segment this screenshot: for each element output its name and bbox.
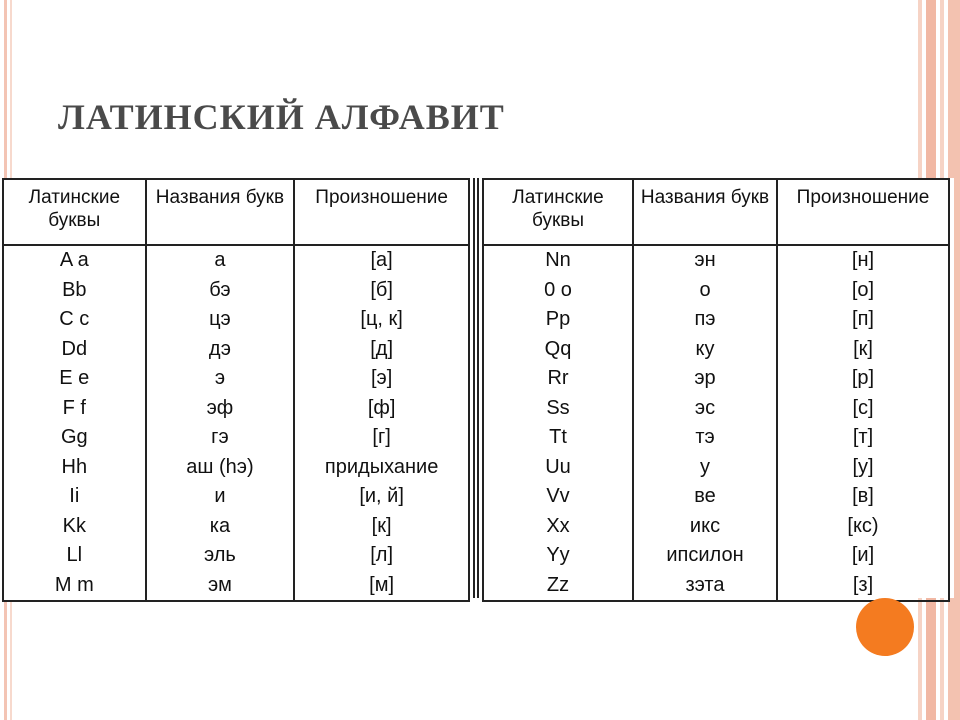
name-cell: аш (hэ) bbox=[146, 453, 295, 483]
name-cell: гэ bbox=[146, 423, 295, 453]
pronunciation-cell: [р] bbox=[777, 364, 949, 394]
letter-cell: Ll bbox=[3, 541, 146, 571]
name-cell: тэ bbox=[633, 423, 777, 453]
table-row bbox=[483, 394, 949, 424]
pronunciation-cell: [и] bbox=[777, 541, 949, 571]
header-latin-letters: Латинские буквы bbox=[483, 179, 633, 245]
header-pronunciation: Произношение bbox=[294, 179, 469, 245]
pronunciation-cell: [ф] bbox=[294, 394, 469, 424]
name-cell: цэ bbox=[146, 305, 295, 335]
letter-cell: F f bbox=[3, 394, 146, 424]
pronunciation-cell: [н] bbox=[777, 245, 949, 276]
letter-cell: Zz bbox=[483, 571, 633, 602]
name-cell: и bbox=[146, 482, 295, 512]
letter-cell: Uu bbox=[483, 453, 633, 483]
letter-cell: Nn bbox=[483, 245, 633, 276]
table-row bbox=[483, 423, 949, 453]
slide-title: ЛАТИНСКИЙ АЛФАВИТ bbox=[58, 97, 505, 137]
name-cell: зэта bbox=[633, 571, 777, 602]
name-cell: ку bbox=[633, 335, 777, 365]
pronunciation-cell: [э] bbox=[294, 364, 469, 394]
name-cell: пэ bbox=[633, 305, 777, 335]
alphabet-table-right bbox=[482, 178, 950, 602]
pronunciation-cell: [и, й] bbox=[294, 482, 469, 512]
pronunciation-cell: [п] bbox=[777, 305, 949, 335]
table-row bbox=[3, 305, 469, 335]
letter-cell: Dd bbox=[3, 335, 146, 365]
pronunciation-cell: [д] bbox=[294, 335, 469, 365]
pronunciation-cell: [кс) bbox=[777, 512, 949, 542]
left-border-stripe bbox=[4, 0, 7, 180]
name-cell: эф bbox=[146, 394, 295, 424]
table-row bbox=[483, 364, 949, 394]
pronunciation-cell: [к] bbox=[294, 512, 469, 542]
letter-cell: M m bbox=[3, 571, 146, 602]
name-cell: эн bbox=[633, 245, 777, 276]
name-cell: дэ bbox=[146, 335, 295, 365]
header-latin-letters: Латинские буквы bbox=[3, 179, 146, 245]
name-cell: эль bbox=[146, 541, 295, 571]
table-row bbox=[3, 245, 469, 276]
name-cell: у bbox=[633, 453, 777, 483]
alphabet-tables bbox=[2, 178, 954, 598]
letter-cell: A a bbox=[3, 245, 146, 276]
pronunciation-cell: [л] bbox=[294, 541, 469, 571]
pronunciation-cell: [в] bbox=[777, 482, 949, 512]
left-border-stripe bbox=[4, 600, 7, 720]
header-letter-names: Названия букв bbox=[146, 179, 295, 245]
pronunciation-cell: придыхание bbox=[294, 453, 469, 483]
table-row bbox=[3, 541, 469, 571]
name-cell: эс bbox=[633, 394, 777, 424]
table-row bbox=[3, 453, 469, 483]
letter-cell: Gg bbox=[3, 423, 146, 453]
letter-cell: Hh bbox=[3, 453, 146, 483]
letter-cell: Kk bbox=[3, 512, 146, 542]
letter-cell: Qq bbox=[483, 335, 633, 365]
name-cell: эм bbox=[146, 571, 295, 602]
pronunciation-cell: [о] bbox=[777, 276, 949, 306]
letter-cell: Ii bbox=[3, 482, 146, 512]
alphabet-table-left bbox=[2, 178, 470, 602]
pronunciation-cell: [ц, к] bbox=[294, 305, 469, 335]
name-cell: а bbox=[146, 245, 295, 276]
name-cell: о bbox=[633, 276, 777, 306]
decorative-orange-circle bbox=[856, 598, 914, 656]
letter-cell: Pp bbox=[483, 305, 633, 335]
table-row bbox=[483, 512, 949, 542]
table-row bbox=[483, 335, 949, 365]
letter-cell: Bb bbox=[3, 276, 146, 306]
table-row bbox=[483, 245, 949, 276]
table-row bbox=[483, 453, 949, 483]
table-row bbox=[483, 276, 949, 306]
pronunciation-cell: [с] bbox=[777, 394, 949, 424]
table-row bbox=[3, 512, 469, 542]
name-cell: ипсилон bbox=[633, 541, 777, 571]
table-row bbox=[3, 394, 469, 424]
table-row bbox=[3, 276, 469, 306]
table-row bbox=[3, 482, 469, 512]
letter-cell: 0 o bbox=[483, 276, 633, 306]
letter-cell: Xx bbox=[483, 512, 633, 542]
name-cell: ве bbox=[633, 482, 777, 512]
table-row bbox=[483, 571, 949, 602]
name-cell: икс bbox=[633, 512, 777, 542]
pronunciation-cell: [м] bbox=[294, 571, 469, 602]
letter-cell: E e bbox=[3, 364, 146, 394]
table-header-row bbox=[483, 179, 949, 245]
table-row bbox=[3, 335, 469, 365]
name-cell: э bbox=[146, 364, 295, 394]
table-row bbox=[3, 571, 469, 602]
pronunciation-cell: [б] bbox=[294, 276, 469, 306]
letter-cell: Yy bbox=[483, 541, 633, 571]
table-header-row bbox=[3, 179, 469, 245]
table-divider bbox=[473, 178, 479, 598]
pronunciation-cell: [у] bbox=[777, 453, 949, 483]
letter-cell: Rr bbox=[483, 364, 633, 394]
pronunciation-cell: [г] bbox=[294, 423, 469, 453]
table-row bbox=[483, 305, 949, 335]
pronunciation-cell: [к] bbox=[777, 335, 949, 365]
name-cell: ка bbox=[146, 512, 295, 542]
letter-cell: Vv bbox=[483, 482, 633, 512]
header-pronunciation: Произношение bbox=[777, 179, 949, 245]
pronunciation-cell: [т] bbox=[777, 423, 949, 453]
letter-cell: Ss bbox=[483, 394, 633, 424]
table-row bbox=[3, 364, 469, 394]
table-row bbox=[483, 482, 949, 512]
letter-cell: C c bbox=[3, 305, 146, 335]
pronunciation-cell: [з] bbox=[777, 571, 949, 602]
left-border-stripe bbox=[10, 600, 12, 720]
table-row bbox=[483, 541, 949, 571]
name-cell: эр bbox=[633, 364, 777, 394]
name-cell: бэ bbox=[146, 276, 295, 306]
letter-cell: Tt bbox=[483, 423, 633, 453]
table-row bbox=[3, 423, 469, 453]
pronunciation-cell: [а] bbox=[294, 245, 469, 276]
header-letter-names: Названия букв bbox=[633, 179, 777, 245]
left-border-stripe bbox=[10, 0, 12, 180]
